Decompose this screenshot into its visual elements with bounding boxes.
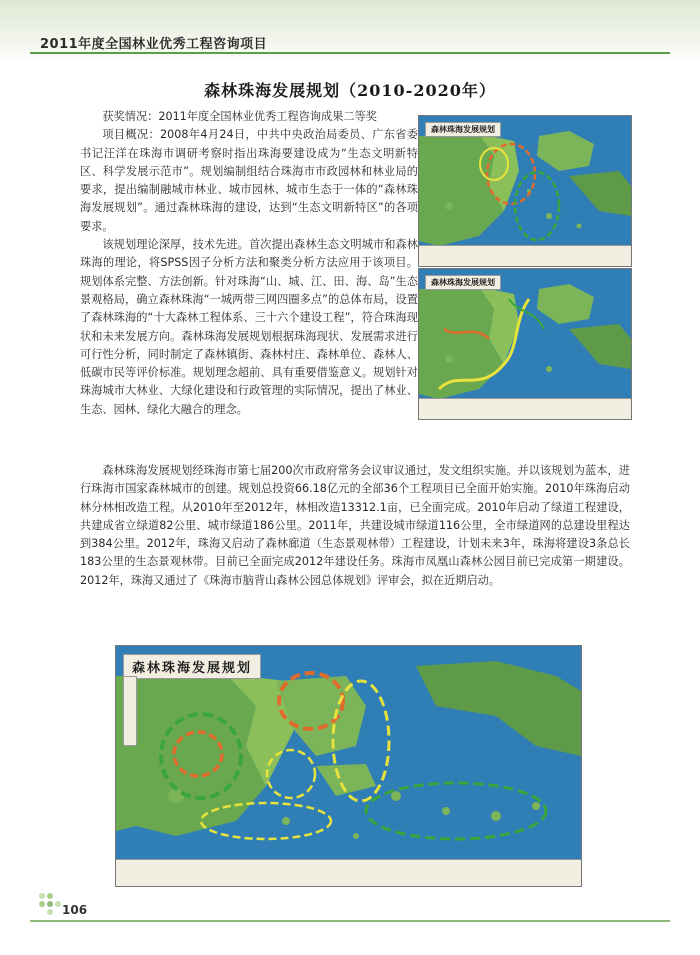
decorative-dots-icon (34, 890, 62, 920)
header-divider (30, 52, 670, 54)
map-2-graphic (419, 269, 631, 419)
page-number: 106 (62, 903, 88, 917)
map-figure-3 (115, 645, 582, 887)
overview-paragraph: 项目概况：2008年4月24日，中共中央政治局委员、广东省委书记汪洋在珠海市调研考察时指出珠海要建设成为“生态文明新特区、科学发展示范市”。规划编制组结合珠海市市政园林和林业局的要求，提出编制融城市林业、城市园林、城市生态于一体的“森林珠海发展规划”。通过森林珠海的建设，达到“生态文明新特区”的各项要求。 (80, 128, 418, 233)
map-1-title: 森林珠海发展规划 (425, 122, 501, 137)
theory-paragraph: 该规划理论深厚，技术先进。首次提出森林生态文明城市和森林珠海的理论，将SPSS因子分析方法和聚类分析方法应用于该项目。规划体系完整、方法创新。针对珠海“山、城、江、田、海、岛”生态景观格局，确立森林珠海“一城两带三网四圈多点”的总体布局，设置了森林珠海的“十大森林工程体系、三十六个建设工程”，符合珠海现状和未来发展方向。森林珠海发展规划根据珠海现状、发展需求进行可行性分析，同时制定了森林镇街、森林村庄、森林单位、森林人、低碳市民等评价标准。规划理念超前、具有重要借鉴意义。规划针对珠海城市大林业、大绿化建设和行政管理的实际情况，提出了林业、生态、园林、绿化大融合的理念。 (80, 238, 418, 416)
body-column-left (80, 108, 418, 419)
map-3-side-legend (123, 676, 137, 746)
map-3-graphic (116, 646, 581, 886)
map-figure-2 (418, 268, 632, 420)
map-2-title: 森林珠海发展规划 (425, 275, 501, 290)
running-header: 2011年度全国林业优秀工程咨询项目 (40, 37, 268, 52)
map-3-title: 森林珠海发展规划 (123, 654, 261, 679)
map-1-legend (419, 245, 631, 266)
map-1-graphic (419, 116, 631, 266)
map-figure-1 (418, 115, 632, 267)
award-paragraph: 获奖情况：2011年度全国林业优秀工程咨询成果二等奖 (102, 110, 377, 123)
footer-divider (30, 920, 670, 922)
map-3-legend (116, 859, 581, 886)
body-full-width (80, 462, 630, 590)
implementation-paragraph: 森林珠海发展规划经珠海市第七届200次市政府常务会议审议通过，发文组织实施。并以该规划为蓝本，进行珠海市国家森林城市的创建。规划总投资66.18亿元的全部36个工程项目已全面开始实施。2010年珠海启动林分林相改造工程。从2010年至2012年，林相改造13312.1亩，已全面完成。2010年启动了绿道工程建设，共建成省立绿道82公里、城市绿道186公里。2011年，共建设城市绿道116公里，全市绿道网的总建设里程达到384公里。2012年，珠海又启动了森林廊道（生态景观林带）工程建设，计划未来3年，珠海将建设3条总长183公里的生态景观林带。目前已全面完成2012年建设任务。珠海市凤凰山森林公园目前已完成第一期建设。2012年，珠海又通过了《珠海市脑背山森林公园总体规划》评审会，拟在近期启动。 (80, 464, 630, 587)
page-title: 森林珠海发展规划（2010-2020年） (204, 81, 496, 100)
map-2-legend (419, 398, 631, 419)
